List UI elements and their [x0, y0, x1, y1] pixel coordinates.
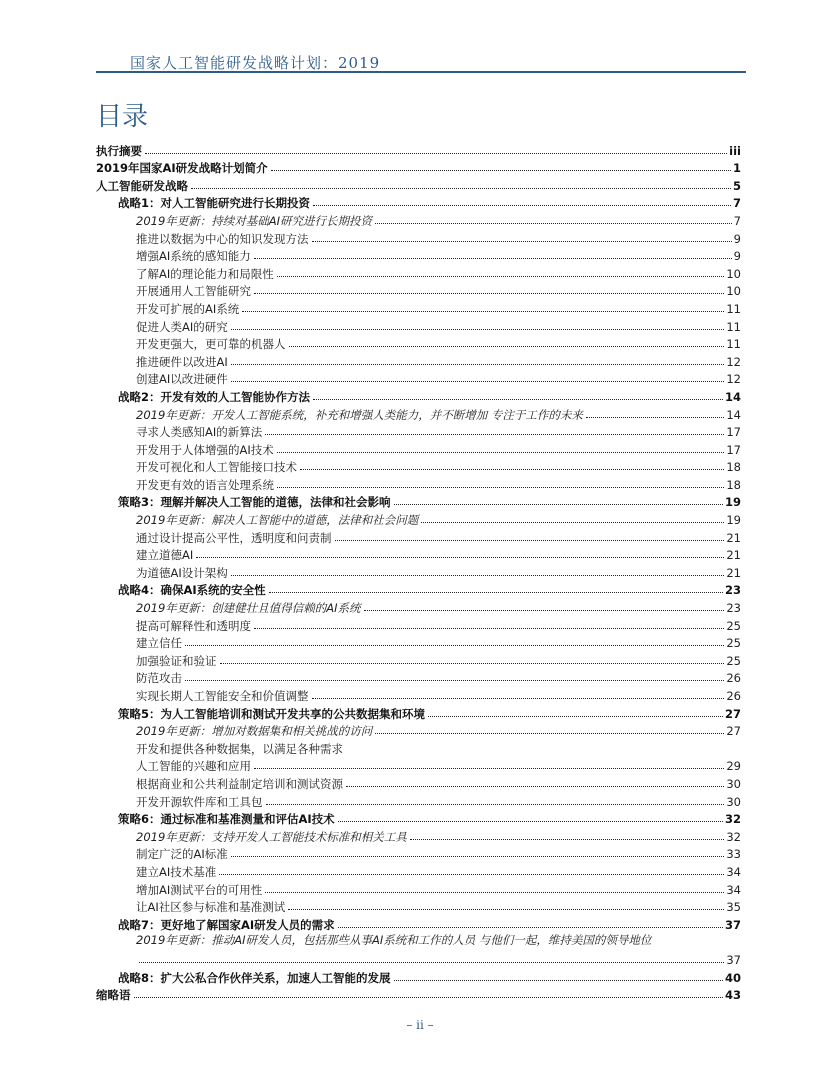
toc-page-number: 1 [732, 161, 741, 176]
dot-leader [313, 205, 731, 206]
toc-strategy-entry[interactable] [96, 193, 741, 211]
dot-leader [231, 329, 725, 330]
toc-page-number: 32 [726, 829, 741, 844]
toc-strategy-entry[interactable] [96, 703, 741, 721]
toc-entry-text: 2019年更新：持续对基础AI研究进行长期投资 [136, 213, 373, 228]
toc-entry-text: 让AI社区参与标准和基准测试 [136, 900, 286, 915]
toc-entry[interactable] [96, 597, 741, 615]
dot-leader [231, 381, 725, 382]
toc-entry[interactable] [96, 210, 741, 228]
dot-leader [220, 663, 725, 664]
dot-leader [265, 892, 724, 893]
dot-leader [266, 804, 725, 805]
toc-page-number: 21 [726, 565, 741, 580]
toc-entry-text: 防范攻击 [136, 671, 182, 686]
toc-strategy-entry[interactable] [96, 809, 741, 827]
dot-leader [300, 469, 724, 470]
toc-entry-text: 寻求人类感知AI的新算法 [136, 425, 263, 440]
toc-entry-text: 开发更有效的语言处理系统 [136, 477, 274, 492]
toc-page-number: 14 [726, 407, 741, 422]
dot-leader [269, 592, 723, 593]
toc-page-number: 37 [726, 952, 741, 967]
toc-entry-text: 人工智能的兴趣和应用 [136, 759, 251, 774]
toc-entry-text: 增加AI测试平台的可用性 [136, 882, 263, 897]
dot-leader [313, 399, 723, 400]
toc-entry-text: 开发和提供各种数据集，以满足各种需求 [136, 741, 343, 756]
toc-entry[interactable] [96, 633, 741, 651]
toc-page-number: 12 [726, 372, 741, 387]
toc-entry[interactable] [96, 316, 741, 334]
toc-entry[interactable] [96, 861, 741, 879]
dot-leader [185, 680, 724, 681]
toc-entry[interactable] [96, 615, 741, 633]
toc-entry-text: 通过设计提高公平性，透明度和问责制 [136, 530, 332, 545]
toc-page-number: 17 [726, 442, 741, 457]
dot-leader [312, 698, 725, 699]
dot-leader [277, 487, 724, 488]
toc-section-entry[interactable] [96, 985, 741, 1003]
toc-strategy-entry[interactable] [96, 386, 741, 404]
toc-entry[interactable] [96, 404, 741, 422]
toc-entry-text: 根据商业和公共利益制定培训和测试资源 [136, 776, 343, 791]
dot-leader [134, 997, 723, 998]
toc-page-number: 30 [726, 776, 741, 791]
toc-entry[interactable] [96, 826, 741, 844]
toc-page-number: 7 [732, 196, 741, 211]
toc-entry[interactable] [96, 545, 741, 563]
toc-entry-text: 建立AI技术基准 [136, 864, 217, 879]
toc-strategy-entry[interactable] [96, 580, 741, 598]
toc-page-number: 23 [726, 601, 741, 616]
toc-entry[interactable] [96, 351, 741, 369]
toc-entry-text: 开发可扩展的AI系统 [136, 301, 240, 316]
toc-page-number: 32 [724, 812, 741, 827]
toc-page-number: 18 [726, 460, 741, 475]
toc-page-number: 12 [726, 354, 741, 369]
table-of-contents [96, 140, 741, 1002]
toc-section-entry[interactable] [96, 175, 741, 193]
dot-leader [312, 241, 732, 242]
toc-title: 目录 [96, 102, 149, 132]
toc-entry-text: 2019年更新：创建健壮且值得信赖的AI系统 [136, 601, 361, 616]
dot-leader [410, 839, 725, 840]
dot-leader [394, 504, 723, 505]
toc-entry[interactable] [96, 562, 741, 580]
toc-entry[interactable] [96, 246, 741, 264]
toc-entry-text: 2019年更新：增加对数据集和相关挑战的访问 [136, 724, 373, 739]
toc-entry[interactable] [96, 527, 741, 545]
toc-entry[interactable] [96, 668, 741, 686]
toc-entry-text: 了解AI的理论能力和局限性 [136, 266, 274, 281]
dot-leader [335, 540, 725, 541]
toc-page-number: 34 [726, 882, 741, 897]
toc-entry-text: 推进硬件以改进AI [136, 354, 228, 369]
toc-entry-text: 战略7：更好地了解国家AI研发人员的需求 [118, 917, 335, 932]
toc-page-number: 37 [724, 917, 741, 932]
toc-page-number: 7 [733, 213, 741, 228]
toc-page-number: 5 [732, 178, 741, 193]
dot-leader [428, 716, 723, 717]
dot-leader [191, 188, 731, 189]
toc-page-number: 25 [726, 618, 741, 633]
toc-page-number: 21 [726, 548, 741, 563]
toc-page-number: 11 [726, 319, 741, 334]
toc-page-number: 26 [726, 671, 741, 686]
dot-leader [242, 311, 724, 312]
toc-page-number: 43 [724, 988, 741, 1003]
toc-entry-text: 策略6：通过标准和基准测量和评估AI技术 [118, 812, 335, 827]
toc-entry[interactable] [96, 457, 741, 475]
toc-page-number: 9 [733, 249, 741, 264]
toc-page-number: 21 [726, 530, 741, 545]
header-rule [96, 71, 746, 73]
toc-entry-text: 制定广泛的AI标准 [136, 847, 228, 862]
dot-leader [231, 575, 725, 576]
toc-page-number: 11 [726, 301, 741, 316]
dot-leader [277, 276, 725, 277]
dot-leader [277, 452, 725, 453]
toc-entry[interactable] [96, 844, 741, 862]
toc-page-number: 35 [726, 900, 741, 915]
toc-entry-text: 人工智能研发战略 [96, 178, 188, 193]
toc-page-number: 19 [726, 513, 741, 528]
toc-entry-text: 建立信任 [136, 636, 182, 651]
dot-leader [586, 417, 724, 418]
page-number: – ii – [406, 1018, 434, 1032]
toc-entry-text: 开发可视化和人工智能接口技术 [136, 460, 297, 475]
toc-entry[interactable] [96, 228, 741, 246]
toc-entry[interactable] [96, 650, 741, 668]
toc-page-number: 26 [726, 689, 741, 703]
toc-page-number: 10 [726, 284, 741, 299]
dot-leader [254, 768, 724, 769]
toc-entry[interactable] [96, 756, 741, 774]
toc-page-number: 29 [726, 759, 741, 774]
toc-page-number: 30 [726, 794, 741, 809]
running-header: 国家人工智能研发战略计划：2019 [130, 54, 381, 72]
toc-entry-text: 开展通用人工智能研究 [136, 284, 251, 299]
toc-page-number: 27 [724, 706, 741, 721]
toc-entry[interactable] [96, 422, 741, 440]
toc-page-number: 34 [726, 864, 741, 879]
dot-leader [265, 434, 724, 435]
toc-entry-text: 推进以数据为中心的知识发现方法 [136, 231, 309, 246]
dot-leader [139, 962, 724, 963]
toc-entry-text: 开发更强大，更可靠的机器人 [136, 337, 286, 352]
dot-leader [288, 909, 724, 910]
toc-page-number: 23 [724, 583, 741, 598]
toc-entry-text: 2019年更新：解决人工智能中的道德，法律和社会问题 [136, 513, 419, 528]
toc-entry[interactable] [96, 685, 741, 703]
toc-page-number: 25 [726, 653, 741, 668]
dot-leader [364, 610, 725, 611]
toc-page-number: 14 [724, 389, 741, 404]
toc-entry-text: 2019年更新：推动AI研发人员，包括那些从事AI系统和工作的人员 与他们一起，维持美国的领导地位 [136, 932, 652, 947]
toc-entry[interactable] [96, 897, 741, 915]
toc-entry-text: 创建AI以改进硬件 [136, 372, 228, 387]
toc-entry[interactable] [96, 932, 741, 967]
toc-page-number: 27 [726, 724, 741, 739]
toc-entry[interactable] [96, 281, 741, 299]
toc-entry-text: 2019年更新：支持开发人工智能技术标准和相关工具 [136, 829, 407, 844]
toc-page-number: 11 [726, 337, 741, 352]
dot-leader [394, 980, 723, 981]
toc-strategy-entry[interactable] [96, 967, 741, 985]
dot-leader [271, 170, 731, 171]
toc-entry-text: 开发开源软件库和工具包 [136, 794, 263, 809]
toc-page-number: 9 [733, 231, 741, 246]
toc-page-number: 25 [726, 636, 741, 651]
dot-leader [145, 153, 727, 154]
toc-entry-text: 战略8：扩大公私合作伙伴关系，加速人工智能的发展 [118, 970, 391, 985]
dot-leader [346, 786, 724, 787]
dot-leader [231, 856, 725, 857]
toc-entry[interactable] [96, 879, 741, 897]
dot-leader [421, 522, 724, 523]
toc-entry[interactable] [96, 439, 741, 457]
toc-page-number: 10 [726, 266, 741, 281]
toc-entry-text: 实现长期人工智能安全和价值调整 [136, 689, 309, 703]
toc-entry-text: 促进人类AI的研究 [136, 319, 228, 334]
dot-leader [254, 293, 724, 294]
toc-page-number: 17 [726, 425, 741, 440]
toc-entry-text: 战略4：确保AI系统的安全性 [118, 583, 266, 598]
toc-entry[interactable] [96, 334, 741, 352]
toc-entry[interactable] [96, 509, 741, 527]
toc-entry-text: 缩略语 [96, 988, 131, 1003]
toc-entry-text: 加强验证和验证 [136, 653, 217, 668]
dot-leader [338, 821, 723, 822]
toc-entry-text: 战略1：对人工智能研究进行长期投资 [118, 196, 310, 211]
toc-section-entry[interactable] [96, 140, 741, 158]
toc-entry[interactable] [96, 738, 741, 756]
toc-entry-text: 建立道德AI [136, 548, 194, 563]
toc-entry-text: 2019年国家AI研发战略计划简介 [96, 161, 268, 176]
dot-leader [375, 223, 732, 224]
dot-leader [375, 733, 724, 734]
toc-entry[interactable] [96, 791, 741, 809]
toc-strategy-entry[interactable] [96, 914, 741, 932]
toc-entry-text: 增强AI系统的感知能力 [136, 249, 251, 264]
toc-entry[interactable] [96, 263, 741, 281]
toc-page-number: iii [729, 143, 741, 158]
dot-leader [196, 557, 724, 558]
toc-entry-text: 策略3：理解并解决人工智能的道德，法律和社会影响 [118, 495, 391, 510]
toc-entry[interactable] [96, 773, 741, 791]
dot-leader [289, 346, 725, 347]
dot-leader [254, 258, 732, 259]
toc-entry-text: 开发用于人体增强的AI技术 [136, 442, 274, 457]
dot-leader [254, 628, 724, 629]
toc-entry-text: 为道德AI设计架构 [136, 565, 228, 580]
dot-leader [231, 364, 725, 365]
toc-entry[interactable] [96, 298, 741, 316]
dot-leader [338, 927, 723, 928]
toc-strategy-entry[interactable] [96, 492, 741, 510]
toc-page-number: 19 [724, 495, 741, 510]
toc-entry[interactable] [96, 721, 741, 739]
toc-section-entry[interactable] [96, 158, 741, 176]
toc-entry-text: 提高可解释性和透明度 [136, 618, 251, 633]
toc-page-number: 40 [724, 970, 741, 985]
toc-page-number: 18 [726, 477, 741, 492]
toc-entry-text: 2019年更新：开发人工智能系统，补充和增强人类能力，并不断增加 专注于工作的未来 [136, 407, 583, 422]
toc-entry-text: 战略2：开发有效的人工智能协作方法 [118, 389, 310, 404]
toc-entry[interactable] [96, 369, 741, 387]
dot-leader [185, 645, 724, 646]
toc-page-number: 33 [726, 847, 741, 862]
toc-entry[interactable] [96, 474, 741, 492]
toc-entry-text: 执行摘要 [96, 143, 142, 158]
toc-entry-text: 策略5：为人工智能培训和测试开发共享的公共数据集和环境 [118, 706, 425, 721]
dot-leader [219, 874, 724, 875]
